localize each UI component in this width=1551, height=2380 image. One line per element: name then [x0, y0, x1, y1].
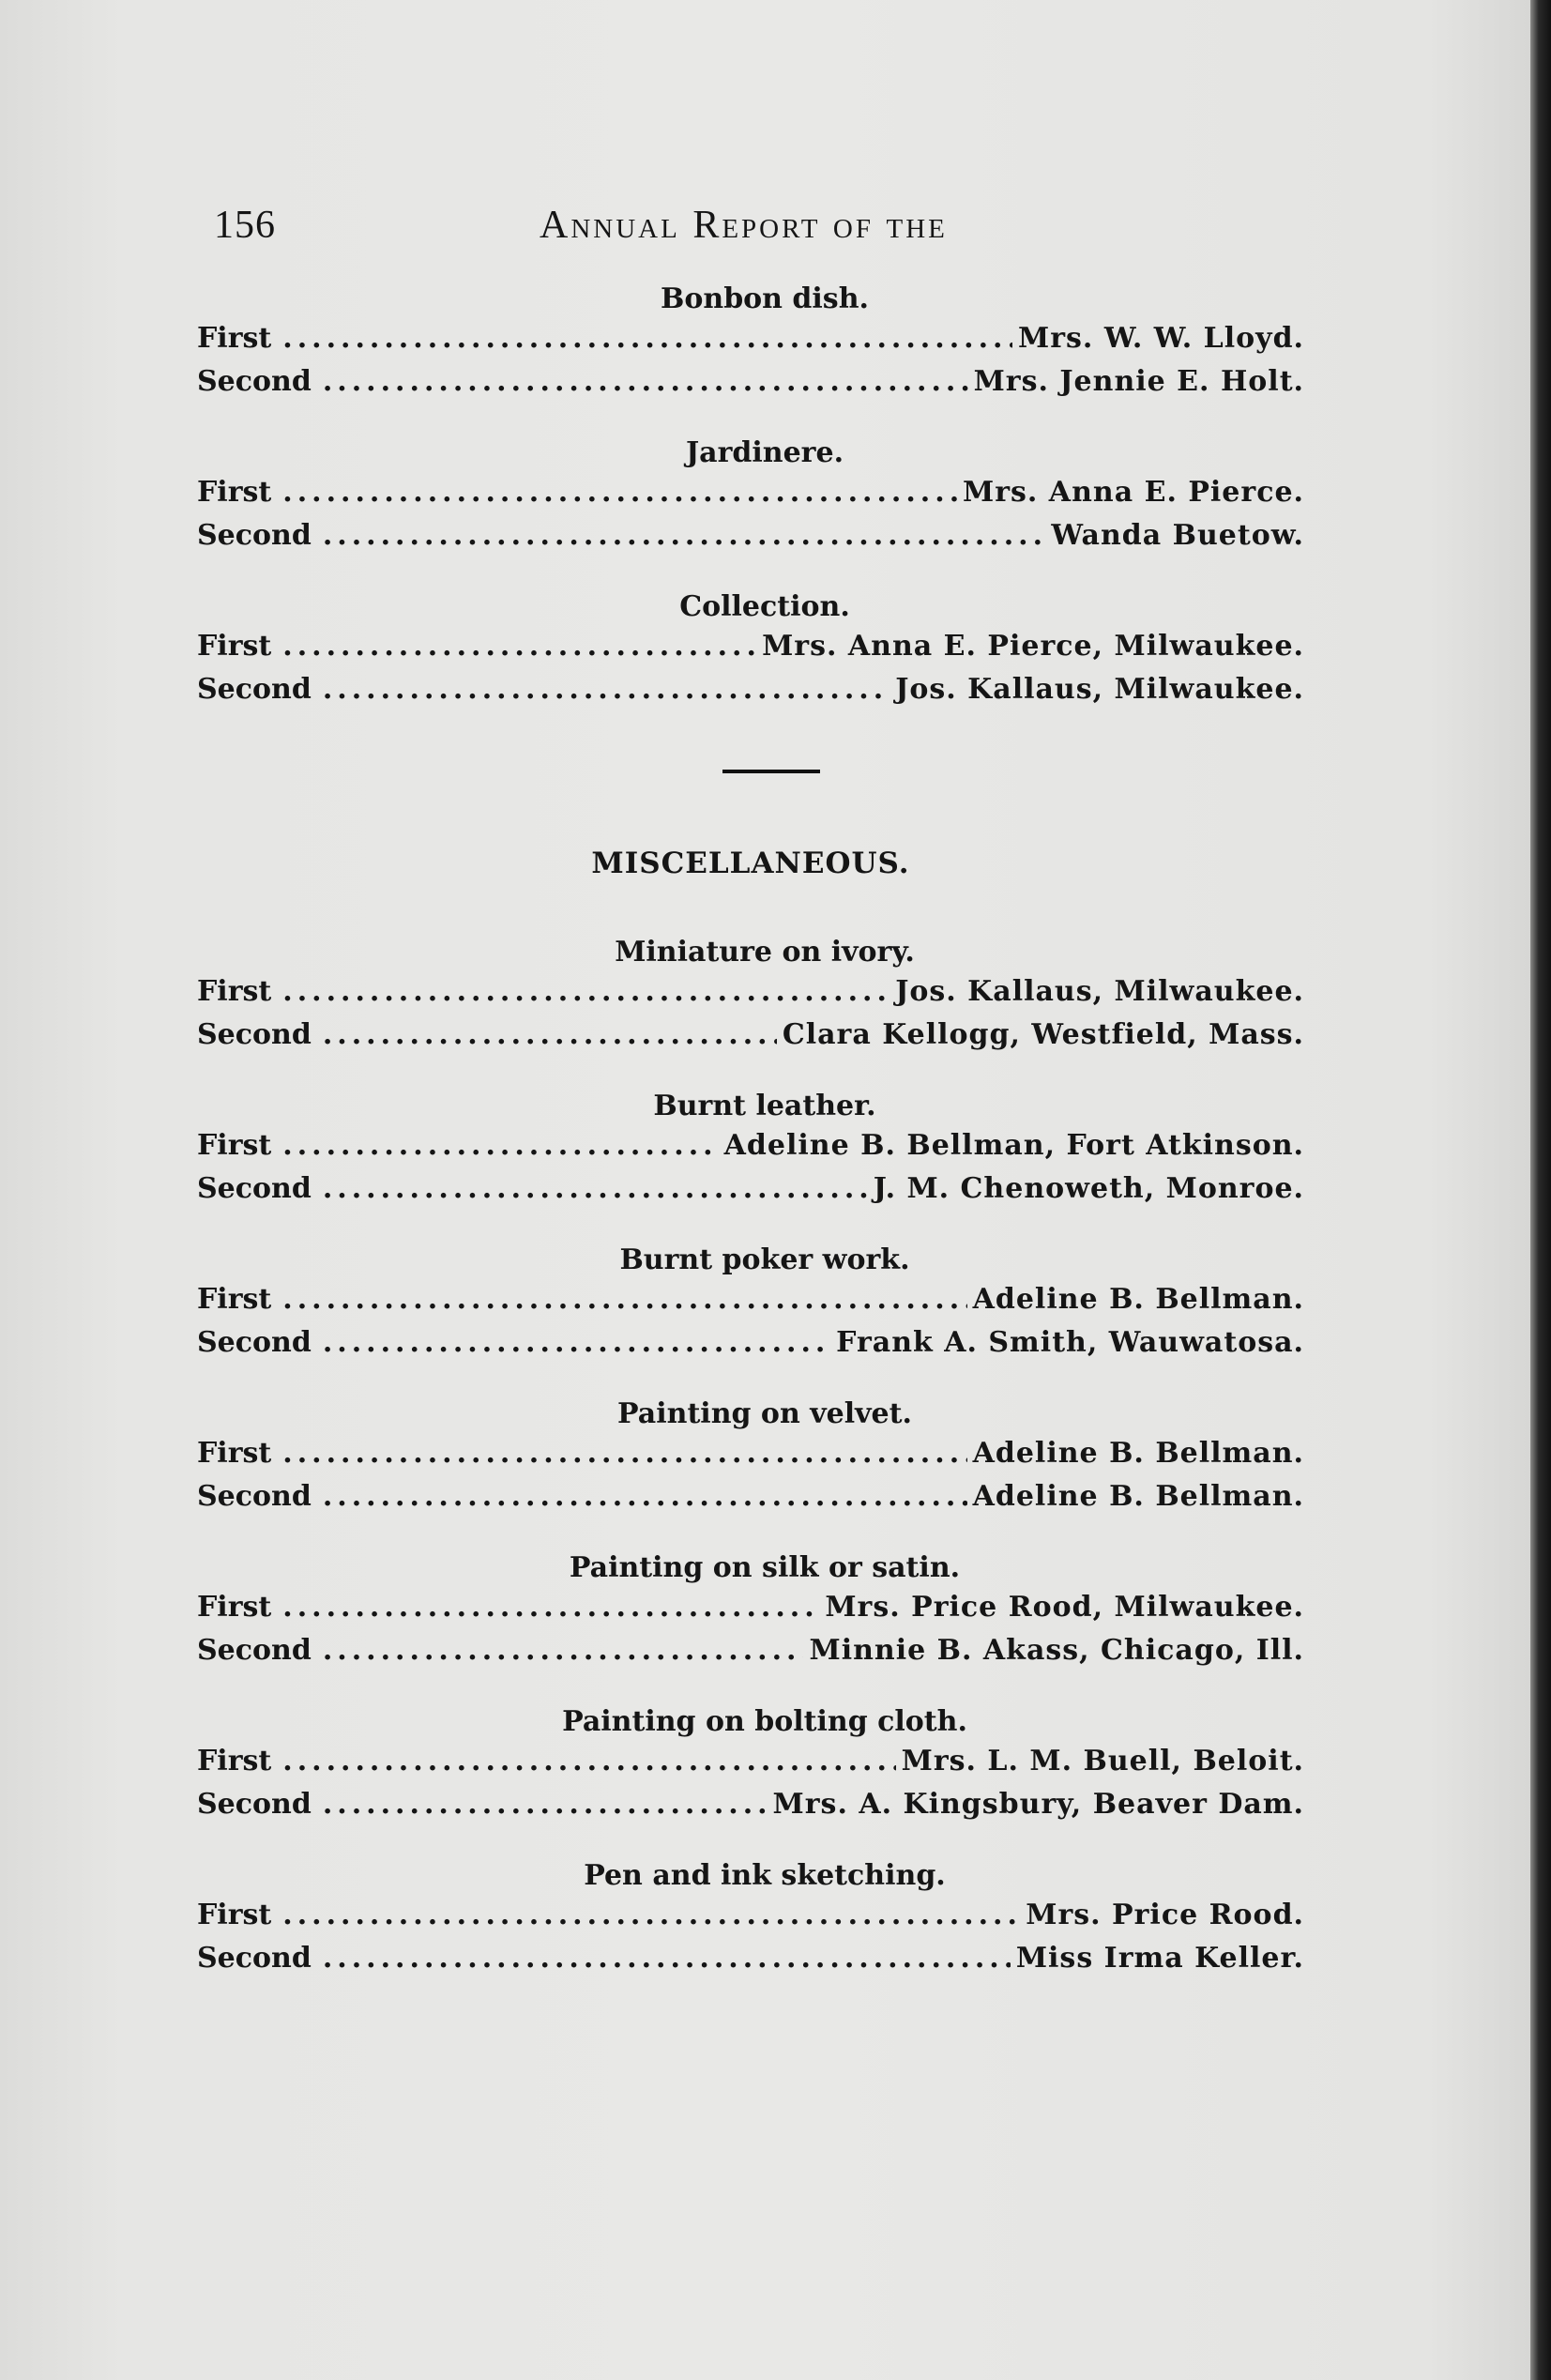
winner-name: Wanda Buetow. [1051, 519, 1304, 552]
place-label: First [197, 1437, 272, 1470]
running-head: Annual Report of the [540, 204, 948, 247]
award-entry [197, 1894, 1304, 1937]
category-title: Painting on silk or satin. [569, 1551, 961, 1584]
dot-leader [282, 1432, 966, 1475]
award-category [197, 589, 1304, 711]
award-entry [197, 970, 1304, 1014]
award-entry [197, 1783, 1304, 1826]
award-entry [197, 1014, 1304, 1057]
page-header [206, 197, 985, 253]
award-entry [197, 1278, 1304, 1321]
award-entry [197, 360, 1304, 404]
award-section [197, 935, 1304, 1980]
place-label: Second [197, 1018, 312, 1051]
winner-name: J. M. Chenoweth, Monroe. [873, 1172, 1304, 1205]
dot-leader [323, 1783, 768, 1826]
award-category [197, 435, 1304, 557]
winner-name: Jos. Kallaus, Milwaukee. [895, 975, 1304, 1008]
place-label: First [197, 630, 272, 663]
place-label: Second [197, 1788, 312, 1821]
award-entry [197, 1937, 1304, 1980]
page-binding-edge [1530, 0, 1551, 2380]
category-title: Miniature on ivory. [615, 936, 915, 969]
place-label: First [197, 975, 272, 1008]
award-section [197, 282, 1304, 711]
place-label: Second [197, 1172, 312, 1205]
award-entry [197, 317, 1304, 360]
winner-name: Adeline B. Bellman. [972, 1283, 1304, 1316]
award-category [197, 1396, 1304, 1518]
winner-name: Mrs. Price Rood. [1026, 1899, 1304, 1931]
place-label: Second [197, 1942, 312, 1975]
dot-leader [323, 1475, 967, 1518]
dot-leader [282, 1894, 1020, 1937]
winner-name: Adeline B. Bellman. [972, 1480, 1304, 1513]
place-label: Second [197, 1326, 312, 1359]
award-category [197, 935, 1304, 1057]
category-title: Burnt leather. [653, 1090, 876, 1122]
winner-name: Adeline B. Bellman. [972, 1437, 1304, 1470]
category-title: Burnt poker work. [619, 1243, 910, 1276]
award-category [197, 1858, 1304, 1980]
award-category [197, 1089, 1304, 1211]
dot-leader [282, 625, 756, 668]
dot-leader [282, 1124, 718, 1167]
place-label: Second [197, 519, 312, 552]
dot-leader [323, 1321, 830, 1365]
award-entry [197, 1586, 1304, 1629]
award-entry [197, 668, 1304, 711]
dot-leader [323, 1014, 777, 1057]
award-entry [197, 514, 1304, 557]
place-label: First [197, 1283, 272, 1316]
award-entry [197, 1629, 1304, 1672]
place-label: Second [197, 673, 312, 706]
category-title: Pen and ink sketching. [584, 1859, 946, 1892]
winner-name: Mrs. Anna E. Pierce. [963, 476, 1304, 509]
category-title: Jardinere. [685, 436, 844, 469]
winner-name: Minnie B. Akass, Chicago, Ill. [809, 1634, 1304, 1667]
category-title: Bonbon dish. [661, 282, 869, 315]
award-category [197, 1550, 1304, 1672]
winner-name: Mrs. W. W. Lloyd. [1018, 322, 1304, 355]
winner-name: Clara Kellogg, Westfield, Mass. [782, 1018, 1304, 1051]
award-entry [197, 1432, 1304, 1475]
category-title: Collection. [679, 590, 850, 623]
place-label: First [197, 1745, 272, 1777]
dot-leader [282, 1278, 966, 1321]
winner-name: Mrs. Price Rood, Milwaukee. [825, 1591, 1304, 1624]
winner-name: Miss Irma Keller. [1015, 1942, 1304, 1975]
dot-leader [282, 970, 890, 1014]
winner-name: Mrs. Jennie E. Holt. [973, 365, 1304, 398]
place-label: Second [197, 1480, 312, 1513]
dot-leader [323, 514, 1046, 557]
section-title: MISCELLANEOUS. [591, 847, 910, 880]
dot-leader [323, 1629, 804, 1672]
place-label: First [197, 1899, 272, 1931]
winner-name: Mrs. L. M. Buell, Beloit. [901, 1745, 1304, 1777]
award-entry [197, 1475, 1304, 1518]
winner-name: Jos. Kallaus, Milwaukee. [895, 673, 1304, 706]
place-label: First [197, 476, 272, 509]
dot-leader [282, 471, 957, 514]
dot-leader [282, 317, 1012, 360]
place-label: First [197, 1591, 272, 1624]
dot-leader [323, 668, 890, 711]
winner-name: Adeline B. Bellman, Fort Atkinson. [723, 1129, 1304, 1162]
award-entry [197, 625, 1304, 668]
award-entry [197, 471, 1304, 514]
page-number: 156 [214, 204, 276, 247]
category-title: Painting on bolting cloth. [562, 1705, 967, 1738]
award-entry [197, 1740, 1304, 1783]
award-category [197, 1243, 1304, 1365]
awards-list [197, 282, 1304, 2012]
place-label: Second [197, 365, 312, 398]
award-entry [197, 1124, 1304, 1167]
dot-leader [323, 1167, 868, 1211]
dot-leader [282, 1740, 895, 1783]
dot-leader [323, 1937, 1011, 1980]
category-title: Painting on velvet. [617, 1397, 912, 1430]
award-entry [197, 1321, 1304, 1365]
place-label: First [197, 322, 272, 355]
award-category [197, 282, 1304, 404]
dot-leader [323, 360, 968, 404]
place-label: Second [197, 1634, 312, 1667]
winner-name: Frank A. Smith, Wauwatosa. [836, 1326, 1304, 1359]
winner-name: Mrs. Anna E. Pierce, Milwaukee. [762, 630, 1304, 663]
award-entry [197, 1167, 1304, 1211]
dot-leader [282, 1586, 819, 1629]
section-divider-rule [722, 770, 820, 773]
place-label: First [197, 1129, 272, 1162]
winner-name: Mrs. A. Kingsbury, Beaver Dam. [772, 1788, 1304, 1821]
award-category [197, 1704, 1304, 1826]
